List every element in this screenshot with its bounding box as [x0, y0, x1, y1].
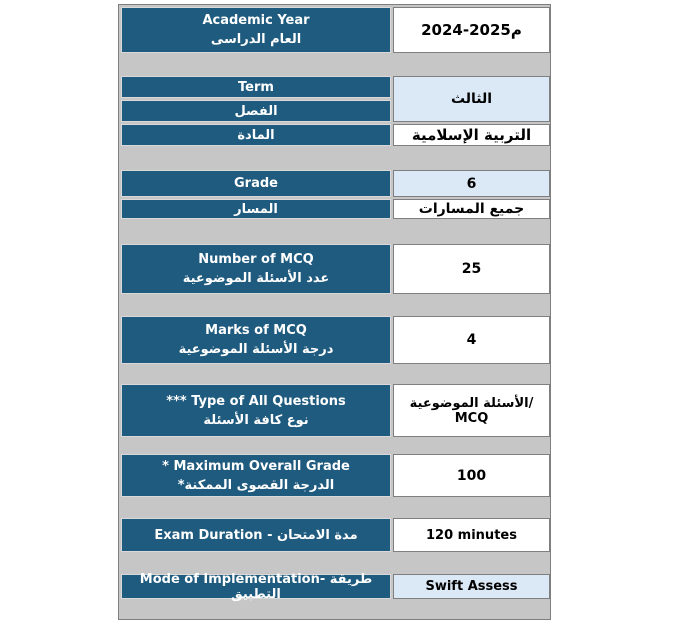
exam-info-table — [118, 4, 551, 620]
question-type-label-en: *** Type of All Questions — [166, 393, 346, 409]
term-label: Term — [121, 76, 391, 98]
max-grade-label-ar: *الدرجة القصوى الممكنة — [177, 477, 335, 493]
question-type-label-ar: نوع كافة الأسئلة — [203, 412, 309, 428]
max-grade-label-en: * Maximum Overall Grade — [162, 458, 350, 474]
track-value: جميع المسارات — [393, 199, 550, 219]
track-label: المسار — [121, 199, 391, 219]
mode-value: Swift Assess — [393, 574, 550, 599]
question-type-value: الأسئلة الموضوعية/ MCQ — [393, 384, 550, 437]
academic-year-value: 2024-2025م — [393, 7, 550, 53]
grade-value: 6 — [393, 170, 550, 197]
marks-mcq-value: 4 — [393, 316, 550, 364]
subject-value: التربية الإسلامية — [393, 124, 550, 146]
marks-mcq-label — [121, 316, 391, 364]
max-grade-value: 100 — [393, 454, 550, 497]
semester-label: الفصل — [121, 100, 391, 122]
marks-mcq-label-ar: درجة الأسئلة الموضوعية — [178, 342, 334, 357]
num-mcq-label-en: Number of MCQ — [198, 252, 314, 267]
academic-year-label — [121, 7, 391, 53]
marks-mcq-label-en: Marks of MCQ — [205, 323, 307, 338]
question-type-label — [121, 384, 391, 437]
duration-value: 120 minutes — [393, 518, 550, 552]
mode-label: Mode of Implementation- طريقة التطبيق — [121, 574, 391, 599]
grade-label: Grade — [121, 170, 391, 197]
num-mcq-value: 25 — [393, 244, 550, 294]
num-mcq-label — [121, 244, 391, 294]
academic-year-label-en: Academic Year — [202, 13, 310, 28]
term-value: الثالث — [393, 76, 550, 122]
subject-label: المادة — [121, 124, 391, 146]
academic-year-label-ar: العام الدراسى — [210, 32, 302, 47]
duration-label: Exam Duration - مدة الامتحان — [121, 518, 391, 552]
num-mcq-label-ar: عدد الأسئلة الموضوعية — [182, 271, 330, 286]
max-grade-label — [121, 454, 391, 497]
